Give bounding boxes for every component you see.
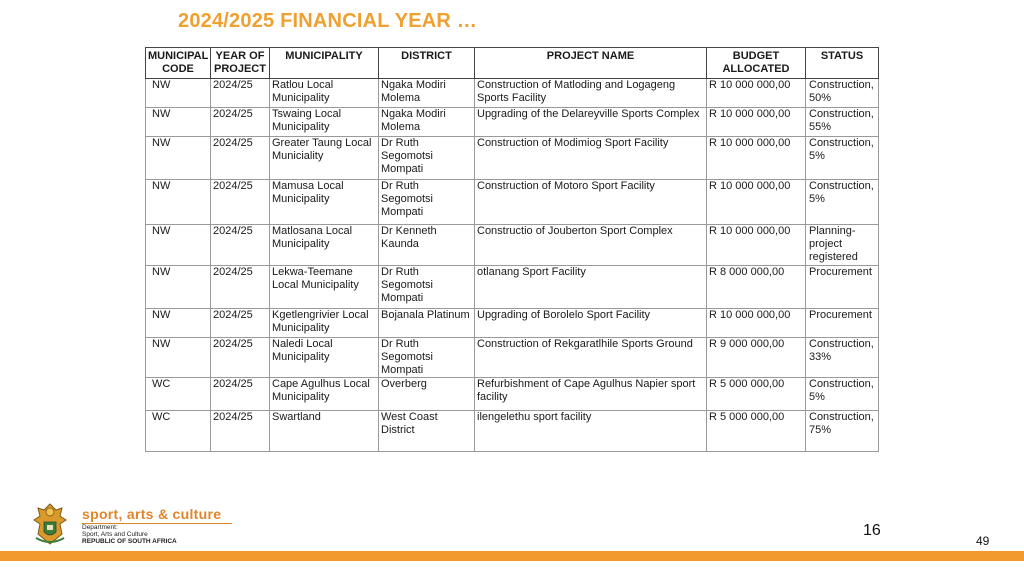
header-municipality: MUNICIPALITY: [270, 48, 379, 79]
slide-title: 2024/2025 FINANCIAL YEAR …: [178, 10, 478, 32]
cell-status: Construction, 55%: [806, 108, 879, 137]
cell-district: Ngaka Modiri Molema: [379, 108, 475, 137]
cell-district: Dr Ruth Segomotsi Mompati: [379, 338, 475, 378]
cell-year: 2024/25: [211, 225, 270, 266]
table-row: [146, 309, 879, 338]
cell-code: NW: [146, 180, 211, 225]
cell-district: Dr Ruth Segomotsi Mompati: [379, 180, 475, 225]
cell-year: 2024/25: [211, 309, 270, 338]
department-brand: sport, arts & culture: [82, 506, 222, 522]
cell-year: 2024/25: [211, 411, 270, 452]
cell-year: 2024/25: [211, 378, 270, 411]
projects-table: [145, 47, 879, 452]
cell-status: Procurement: [806, 266, 879, 309]
cell-year: 2024/25: [211, 266, 270, 309]
table-row: [146, 411, 879, 452]
cell-district: Dr Ruth Segomotsi Mompati: [379, 266, 475, 309]
cell-year: 2024/25: [211, 79, 270, 108]
cell-status: Construction, 50%: [806, 79, 879, 108]
cell-status: Construction, 33%: [806, 338, 879, 378]
cell-year: 2024/25: [211, 108, 270, 137]
cell-project: Upgrading of the Delareyville Sports Complex: [475, 108, 707, 137]
cell-code: NW: [146, 266, 211, 309]
cell-project: Construction of Rekgaratlhile Sports Ground: [475, 338, 707, 378]
cell-municipality: Greater Taung Local Municiality: [270, 137, 379, 180]
department-line-3: REPUBLIC OF SOUTH AFRICA: [82, 538, 177, 545]
cell-budget: R 10 000 000,00: [707, 225, 806, 266]
cell-code: NW: [146, 225, 211, 266]
cell-district: Dr Ruth Segomotsi Mompati: [379, 137, 475, 180]
cell-year: 2024/25: [211, 180, 270, 225]
cell-status: Planning- project registered: [806, 225, 879, 266]
table-row: [146, 338, 879, 378]
cell-district: Dr Kenneth Kaunda: [379, 225, 475, 266]
cell-status: Procurement: [806, 309, 879, 338]
header-status: STATUS: [806, 48, 879, 79]
cell-municipality: Kgetlengrivier Local Municipality: [270, 309, 379, 338]
cell-district: West Coast District: [379, 411, 475, 452]
cell-code: NW: [146, 79, 211, 108]
cell-code: WC: [146, 411, 211, 452]
cell-status: Construction, 5%: [806, 378, 879, 411]
cell-budget: R 10 000 000,00: [707, 137, 806, 180]
cell-municipality: Cape Agulhus Local Municipality: [270, 378, 379, 411]
cell-budget: R 8 000 000,00: [707, 266, 806, 309]
cell-municipality: Ratlou Local Municipality: [270, 79, 379, 108]
cell-budget: R 10 000 000,00: [707, 309, 806, 338]
table-row: [146, 137, 879, 180]
cell-status: Construction, 75%: [806, 411, 879, 452]
cell-project: Construction of Motoro Sport Facility: [475, 180, 707, 225]
cell-project: Constructio of Jouberton Sport Complex: [475, 225, 707, 266]
slide-index: 49: [976, 534, 990, 548]
header-district: DISTRICT: [379, 48, 475, 79]
page-number: 16: [863, 522, 881, 539]
cell-project: Upgrading of Borolelo Sport Facility: [475, 309, 707, 338]
cell-district: Overberg: [379, 378, 475, 411]
table-row: [146, 108, 879, 137]
header-budget-allocated: BUDGET ALLOCATED: [707, 48, 806, 79]
cell-code: NW: [146, 338, 211, 378]
table-row: [146, 378, 879, 411]
cell-district: Bojanala Platinum: [379, 309, 475, 338]
cell-budget: R 5 000 000,00: [707, 378, 806, 411]
cell-year: 2024/25: [211, 137, 270, 180]
table-row: [146, 225, 879, 266]
cell-municipality: Lekwa-Teemane Local Municipality: [270, 266, 379, 309]
cell-budget: R 9 000 000,00: [707, 338, 806, 378]
department-line-1: Department:: [82, 524, 118, 531]
cell-municipality: Mamusa Local Municipality: [270, 180, 379, 225]
cell-year: 2024/25: [211, 338, 270, 378]
cell-project: Construction of Matloding and Logageng Sports Facility: [475, 79, 707, 108]
cell-municipality: Naledi Local Municipality: [270, 338, 379, 378]
cell-code: NW: [146, 137, 211, 180]
table-row: [146, 266, 879, 309]
department-logo: [26, 500, 246, 550]
cell-budget: R 10 000 000,00: [707, 180, 806, 225]
cell-budget: R 5 000 000,00: [707, 411, 806, 452]
cell-status: Construction, 5%: [806, 180, 879, 225]
cell-project: Refurbishment of Cape Agulhus Napier sport facility: [475, 378, 707, 411]
cell-project: otlanang Sport Facility: [475, 266, 707, 309]
cell-district: Ngaka Modiri Molema: [379, 79, 475, 108]
table-header-row: [146, 48, 879, 79]
header-project-name: PROJECT NAME: [475, 48, 707, 79]
cell-project: Construction of Modimiog Sport Facility: [475, 137, 707, 180]
table-row: [146, 180, 879, 225]
department-line-2: Sport, Arts and Culture: [82, 531, 148, 538]
cell-budget: R 10 000 000,00: [707, 108, 806, 137]
header-municipal-code: MUNICIPAL CODE: [146, 48, 211, 79]
coat-of-arms-icon: [26, 500, 74, 548]
header-year-of-project: YEAR OF PROJECT: [211, 48, 270, 79]
footer-bar: [0, 551, 1024, 561]
cell-status: Construction, 5%: [806, 137, 879, 180]
cell-municipality: Matlosana Local Municipality: [270, 225, 379, 266]
table-row: [146, 79, 879, 108]
cell-budget: R 10 000 000,00: [707, 79, 806, 108]
cell-code: NW: [146, 108, 211, 137]
cell-municipality: Swartland: [270, 411, 379, 452]
cell-code: NW: [146, 309, 211, 338]
cell-project: ilengelethu sport facility: [475, 411, 707, 452]
cell-municipality: Tswaing Local Municipality: [270, 108, 379, 137]
department-name: [82, 524, 177, 545]
cell-code: WC: [146, 378, 211, 411]
